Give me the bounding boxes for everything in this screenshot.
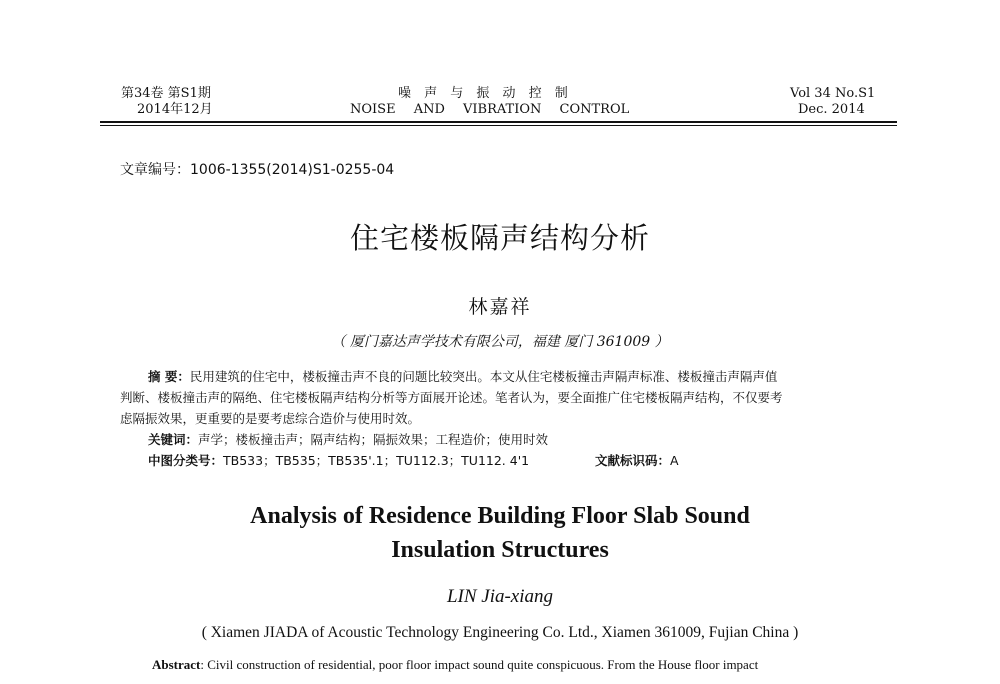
journal-name-cn: 噪 声 与 振 动 控 制: [398, 86, 568, 101]
article-number: 文章编号：1006-1355(2014)S1-0255-04: [120, 162, 395, 178]
header-rule-thick: [100, 121, 897, 123]
doc-code: [595, 450, 679, 471]
author-cn: 林嘉祥: [468, 296, 532, 318]
title-cn: 住宅楼板隔声结构分析: [349, 221, 650, 255]
title-en-line-1: Analysis of Residence Building Floor Slab Sound: [250, 503, 750, 529]
clc-label: 中图分类号：: [148, 453, 224, 468]
abstract-label-cn: 摘 要：: [148, 369, 190, 384]
affiliation-en: ( Xiamen JIADA of Acoustic Technology Engineering Co. Ltd., Xiamen 361009, Fujian China ): [201, 624, 799, 641]
keywords-label: 关键词：: [148, 432, 199, 447]
journal-volume-issue: 第34卷 第S1期: [121, 86, 211, 101]
title-en: [0, 499, 1000, 567]
doc-code-label: 文献标识码：: [595, 453, 671, 468]
abstract-cn: [120, 366, 900, 471]
title-en-line-2: Insulation Structures: [391, 537, 609, 563]
journal-date-cn: 2014年12月: [137, 102, 213, 117]
doc-code-value: A: [670, 453, 679, 468]
journal-name-en: NOISE AND VIBRATION CONTROL: [350, 102, 630, 117]
header-rule-thin: [100, 125, 897, 126]
keywords-value: 声学；楼板撞击声；隔声结构；隔振效果；工程造价；使用时效: [198, 432, 549, 447]
clc-value: TB533；TB535；TB535'.1；TU112.3；TU112. 4'1: [223, 453, 530, 468]
abstract-en-line-1: : Civil construction of residential, poor floor impact sound quite conspicuous. From the House floor impact: [200, 657, 759, 672]
journal-volume-en: Vol 34 No.S1: [790, 86, 876, 101]
author-en: LIN Jia-xiang: [446, 586, 554, 607]
abstract-en: [152, 657, 758, 673]
abstract-cn-line-1: 民用建筑的住宅中，楼板撞击声不良的问题比较突出。本文从住宅楼板撞击声隔声标准、楼板撞击声隔声值: [189, 369, 778, 384]
classification: [120, 450, 900, 471]
keywords: [120, 429, 900, 450]
abstract-cn-line-3: 虑隔振效果，更重要的是要考虑综合造价与使用时效。: [120, 411, 421, 426]
abstract-label-en: Abstract: [152, 657, 201, 672]
affiliation-cn: （ 厦门嘉达声学技术有限公司，福建 厦门 361009 ）: [331, 334, 669, 350]
abstract-cn-line-2: 判断、楼板撞击声的隔绝、住宅楼板隔声结构分析等方面展开论述。笔者认为，要全面推广住宅楼板隔声结构，不仅要考: [120, 390, 783, 405]
journal-date-en: Dec. 2014: [798, 102, 865, 117]
